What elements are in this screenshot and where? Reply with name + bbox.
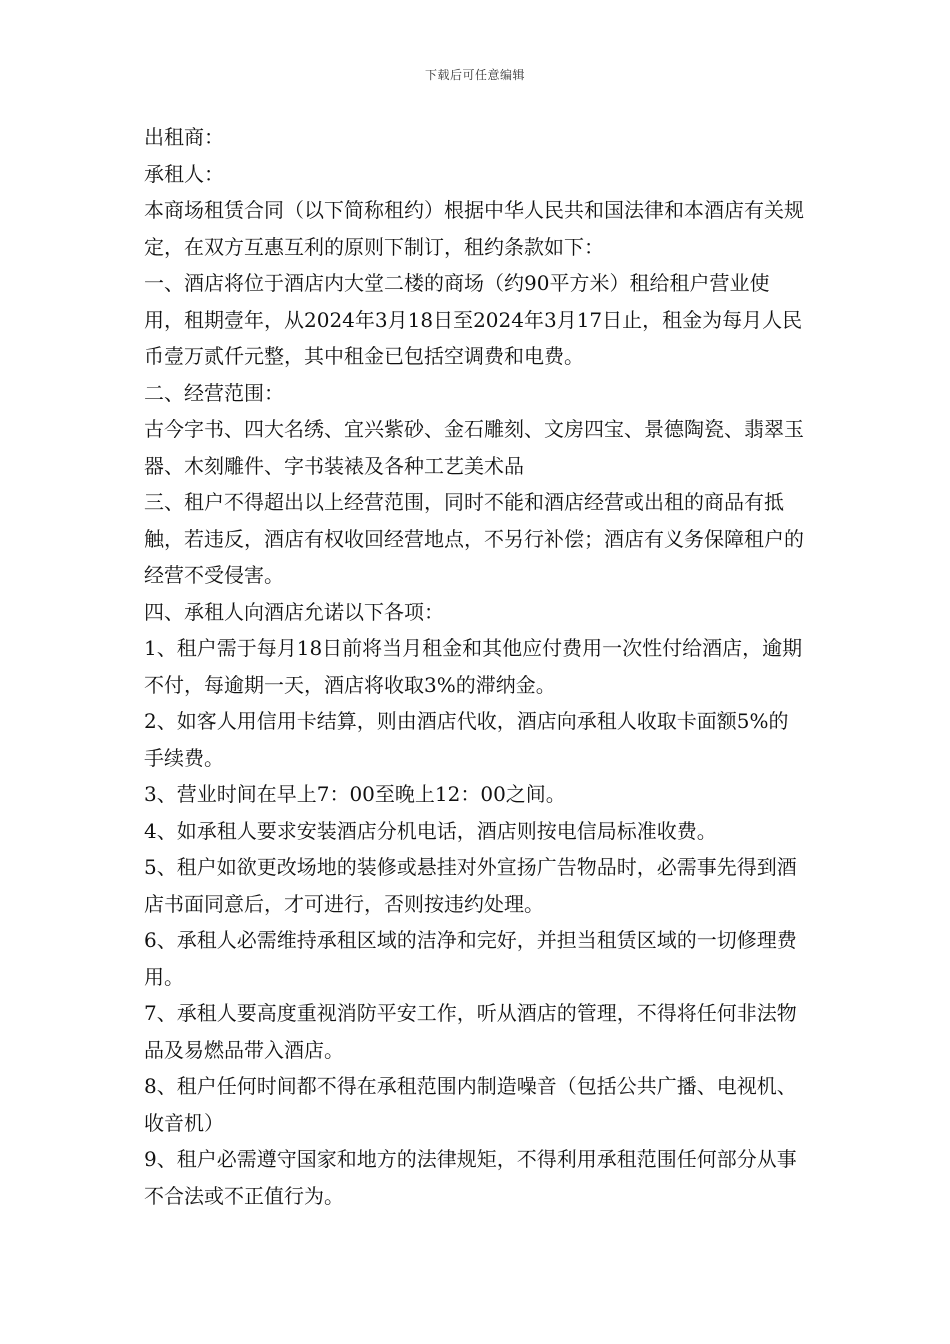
clause-3: 三、租户不得超出以上经营范围，同时不能和酒店经营或出租的商品有抵触，若违反，酒店有权收回经营地点，不另行补偿；酒店有义务保障租户的经营不受侵害。 [144, 490, 804, 587]
document-body [144, 119, 808, 1214]
clause-1: 一、酒店将位于酒店内大堂二楼的商场（约90平方米）租给租户营业使用，租期壹年，从2024年3月18日至2024年3月17日止，租金为每月人民币壹万贰仟元整，其中租金已包括空调费和电费。 [144, 271, 803, 368]
item-7: 7、承租人要高度重视消防平安工作，听从酒店的管理，不得将任何非法物品及易燃品带入酒店。 [144, 1001, 797, 1062]
page-header: 下载后可任意编辑 [424, 68, 525, 82]
clause-4-heading: 四、承租人向酒店允诺以下各项： [144, 599, 444, 624]
item-4: 4、如承租人要求安装酒店分机电话，酒店则按电信局标准收费。 [144, 818, 717, 843]
item-8: 8、租户任何时间都不得在承租范围内制造噪音（包括公共广播、电视机、收音机） [144, 1074, 797, 1135]
item-3: 3、营业时间在早上7：00至晚上12：00之间。 [144, 782, 566, 806]
item-9: 9、租户必需遵守国家和地方的法律规矩，不得利用承租范围任何部分从事不合法或不正值行为。 [144, 1147, 797, 1208]
item-2: 2、如客人用信用卡结算，则由酒店代收，酒店向承租人收取卡面额5%的手续费。 [144, 709, 789, 770]
item-5: 5、租户如欲更改场地的装修或悬挂对外宣扬广告物品时，必需事先得到酒店书面同意后，才可进行，否则按违约处理。 [144, 855, 797, 916]
lessee-line: 承租人： [144, 161, 224, 186]
clause-2-heading: 二、经营范围： [144, 380, 284, 405]
business-scope: 古今字书、四大名绣、宜兴紫砂、金石雕刻、文房四宝、景德陶瓷、翡翠玉器、木刻雕件、字书装裱及各种工艺美术品 [144, 417, 804, 478]
lessor-line: 出租商： [144, 125, 224, 149]
item-1: 1、租户需于每月18日前将当月租金和其他应付费用一次性付给酒店，逾期不付，每逾期一天，酒店将收取3%的滞纳金。 [144, 636, 803, 697]
item-6: 6、承租人必需维持承租区域的洁净和完好，并担当租赁区域的一切修理费用。 [144, 928, 797, 989]
intro-paragraph: 本商场租赁合同（以下简称租约）根据中华人民共和国法律和本酒店有关规定，在双方互惠互利的原则下制订，租约条款如下： [144, 198, 804, 259]
